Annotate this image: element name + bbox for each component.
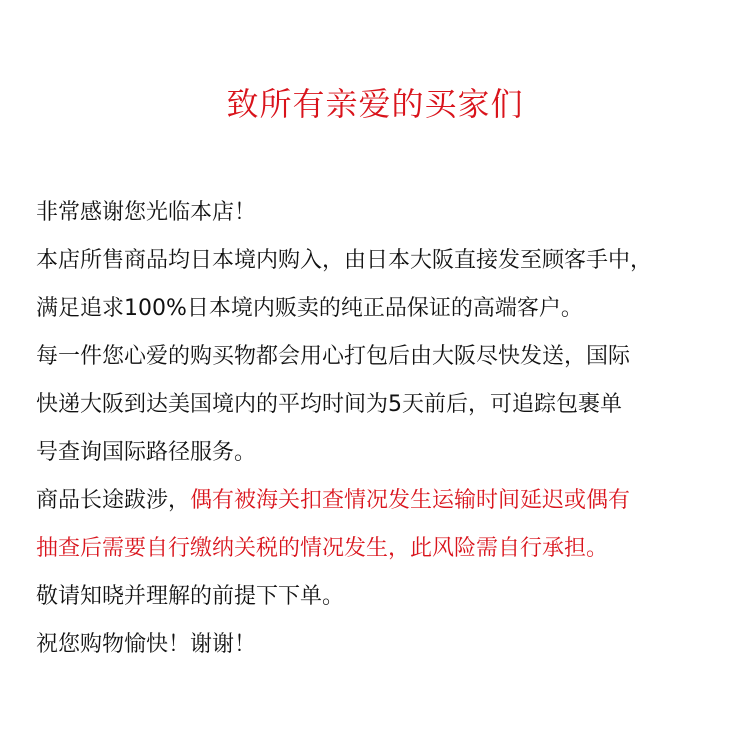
warning-highlight-1: 偶有被海关扣查情况发生运输时间延迟或偶有: [190, 488, 631, 513]
warning-line-1: [36, 477, 726, 525]
notice-body: [36, 189, 726, 669]
thanks-line: 祝您购物愉快！谢谢！: [36, 632, 257, 657]
understanding-line: 敬请知晓并理解的前提下下单。: [36, 584, 345, 609]
shipping-line-3: 号查询国际路径服务。: [36, 440, 257, 465]
shipping-line-2: 快递大阪到达美国境内的平均时间为5天前后，可追踪包裹单: [36, 392, 622, 417]
greeting-line: 非常感谢您光临本店！: [36, 200, 257, 225]
warning-prefix: 商品长途跋涉，: [36, 488, 191, 513]
sourcing-line-1: 本店所售商品均日本境内购入，由日本大阪直接发至顾客手中，: [36, 248, 653, 273]
warning-highlight-2: 抽查后需要自行缴纳关税的情况发生，此风险需自行承担。: [36, 536, 609, 561]
notice-title: 致所有亲爱的买家们: [226, 85, 524, 123]
sourcing-line-2: 满足追求100%日本境内贩卖的纯正品保证的高端客户。: [36, 296, 583, 321]
shipping-line-1: 每一件您心爱的购买物都会用心打包后由大阪尽快发送，国际: [36, 344, 631, 369]
